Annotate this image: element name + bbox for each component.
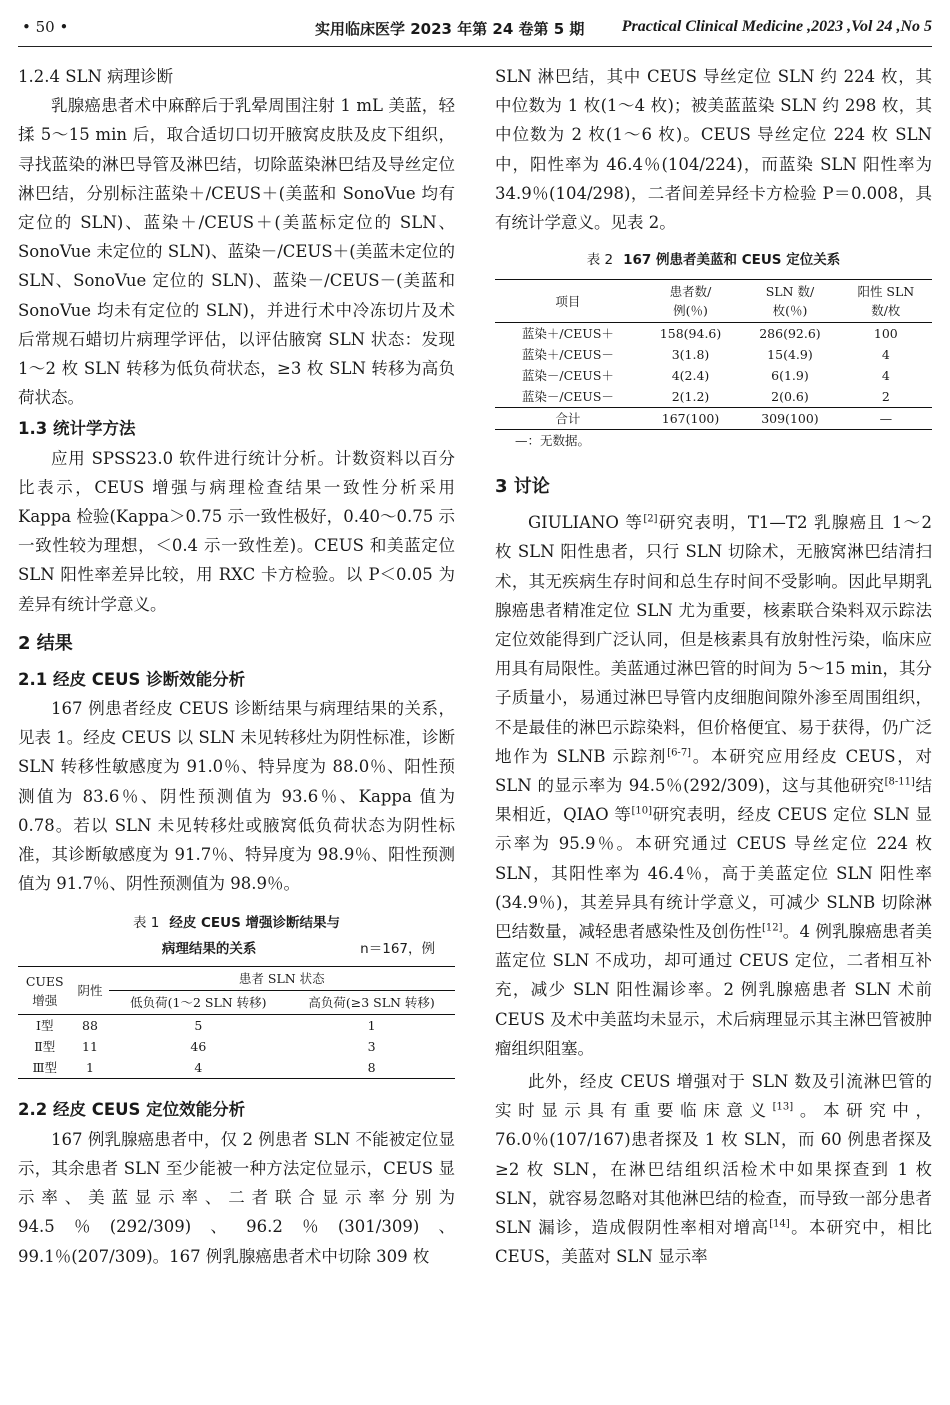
table-row: Ⅱ型 11 46 3 (34, 1039, 376, 1055)
table-row: 蓝染－/CEUS＋ 4(2.4) 6(1.9) 4 (521, 368, 890, 384)
journal-title-cn: 实用临床医学 2023 年第 24 卷第 5 期 (315, 20, 585, 38)
section-1-3-heading: 1.3 统计学方法 (18, 419, 136, 439)
table-2-caption: 表 2 167 例患者美蓝和 CEUS 定位关系 (586, 252, 841, 269)
table-row: Ⅰ型 88 5 1 (36, 1018, 376, 1034)
table-1-grid (18, 966, 455, 1079)
section-2-2-paragraph: 167 例乳腺癌患者中，仅 2 例患者 SLN 不能被定位显示，其余患者 SLN 至少能被一种方法定位显示，CEUS 显示率、美蓝显示率、二者联合显示率分别为 94.5％(292/309)、96.2％(301/309)、99.1％(207/309)。167 例乳腺癌患者术中切除 309 枚 (18, 1129, 455, 1266)
table-2-grid (495, 279, 932, 430)
table-1 (18, 910, 455, 1079)
table-2-note: —：无数据。 (515, 433, 591, 449)
table-1-caption-line2: 病理结果的关系 n＝167，例 (18, 936, 455, 962)
section-1-2-4-paragraph: 乳腺癌患者术中麻醉后于乳晕周围注射 1 mL 美蓝，轻揉 5～15 min 后，取合适切口切开腋窝皮肤及皮下组织，寻找蓝染的淋巴导管及淋巴结，切除蓝染淋巴结及导丝定位淋巴结，分别标注蓝染＋/CEUS＋(美蓝和 SonoVue 均有定位的 SLN)、蓝染＋/CEUS＋(美蓝标定位的 SLN、SonoVue 未定位的 SLN)、蓝染－/CEUS＋(美蓝未定位的 SLN、SonoVue 定位的 SLN)、蓝染－/CEUS－(美蓝和 SonoVue 均未有定位的 SLN)，并进行术中冷冻切片及术后常规石蜡切片病理学评估，以评估腋窝 SLN 状态：发现 1～2 枚 SLN 转移为低负荷状态，≥3 枚 SLN 转移为高负荷状态。 (18, 96, 455, 408)
citation-6-7: [6-7] (667, 747, 692, 759)
table-1-header-high: 高负荷(≥3 SLN 转移) (288, 991, 455, 1015)
table-1-caption-line1: 表 1 经皮 CEUS 增强诊断结果与 (132, 915, 341, 932)
section-2-2-heading: 2.2 经皮 CEUS 定位效能分析 (18, 1100, 246, 1120)
table-row: 蓝染－/CEUS－ 2(1.2) 2(0.6) 2 (521, 389, 890, 405)
right-column (495, 62, 932, 1272)
citation-8-11: [8-11] (884, 776, 915, 788)
section-2-heading: 2 结果 (18, 632, 73, 654)
table-2 (495, 247, 932, 452)
section-2-2-continued-paragraph: SLN 淋巴结，其中 CEUS 导丝定位 SLN 约 224 枚，其中位数为 1 枚(1～4 枚)；被美蓝蓝染 SLN 约 298 枚，其中位数为 2 枚(1～6 枚)。CEUS 导丝定位 224 枚 SLN 中，阳性率为 46.4％(104/224)，而蓝染 SLN 阳性率为 34.9％(104/298)，二者间差异经卡方检验 P＝0.008，具有统计学意义。见表 2。 (495, 67, 932, 233)
table-2-header-patients: 患者数/ 例(％) (641, 280, 740, 323)
journal-title-en: Practical Clinical Medicine ,2023 ,Vol 24 ,No 5 (621, 18, 932, 35)
table-2-header-positive: 阳性 SLN 数/枚 (840, 280, 932, 323)
section-3-paragraph-1: GIULIANO 等[2]研究表明，T1—T2 乳腺癌且 1～2 枚 SLN 阳性患者，只行 SLN 切除术，无腋窝淋巴结清扫术，其无疾病生存时间和总生存时间不受影响。因此早期乳腺癌患者精准定位 SLN 尤为重要，核素联合染料双示踪法定位效能得到广泛认同，但是核素具有放射性污染，临床应用具有局限性。美蓝通过淋巴管的时间为 5～15 min，其分子质量小，易通过淋巴导管内皮细胞间隙外渗至周围组织，不是最佳的淋巴示踪染料，但价格便宜、易于获得，仍广泛地作为 SLNB 示踪剂[6-7]。本研究应用经皮 CEUS，对 SLN 的显示率为 94.5％(292/309)，这与其他研究[8-11]结果相近，QIAO 等[10]研究表明，经皮 CEUS 定位 SLN 显示率为 95.9％。本研究通过 CEUS 导丝定位 224 枚 SLN，其阳性率为 46.4％，高于美蓝定位 SLN 阳性率(34.9％)，其差异具有统计学意义，可减少 SLNB 切除淋巴结数量，减轻患者感染性及创伤性[12]。4 例乳腺癌患者美蓝定位 SLN 不成功，却可通过 CEUS 定位，二者相互补充，减少 SLN 阳性漏诊率。2 例乳腺癌患者 SLN 术前 CEUS 及术中美蓝均未显示，术后病理显示其主淋巴管被肿瘤组织阻塞。 (495, 513, 933, 1058)
section-2-1-heading: 2.1 经皮 CEUS 诊断效能分析 (18, 669, 246, 689)
table-2-header-sln: SLN 数/ 枚(％) (740, 280, 839, 323)
section-3-heading: 3 讨论 (495, 476, 550, 498)
table-1-header-low: 低负荷(1～2 SLN 转移) (109, 991, 289, 1015)
section-1-3-paragraph: 应用 SPSS23.0 软件进行统计分析。计数资料以百分比表示，CEUS 增强与病理检查结果一致性分析采用 Kappa 检验(Kappa＞0.75 示一致性极好，0.40～0.75 示一致性较为理想，＜0.4 示一致性差)。CEUS 和美蓝定位 SLN 阳性率差异比较，用 RXC 卡方检验。以 P＜0.05 为差异有统计学意义。 (18, 448, 455, 614)
page-number: • 50 • (22, 18, 69, 36)
table-2-header-item: 项目 (495, 280, 641, 323)
citation-12: [12] (762, 922, 783, 934)
left-column (18, 62, 455, 1271)
running-header (18, 12, 932, 47)
table-1-header-group: 患者 SLN 状态 (109, 967, 455, 991)
table-row: 蓝染＋/CEUS－ 3(1.8) 15(4.9) 4 (521, 347, 890, 363)
section-3-paragraph-2: 此外，经皮 CEUS 增强对于 SLN 数及引流淋巴管的实时显示具有重要临床意义[13]。本研究中，76.0％(107/167)患者探及 1 枚 SLN，而 60 例患者探及≥2 枚 SLN，在淋巴结组织活检术中如果探查到 1 枚 SLN，就容易忽略对其他淋巴结的检查，而导致一部分患者 SLN 漏诊，造成假阴性率相对增高[14]。本研究中，相比 CEUS，美蓝对 SLN 显示率 (495, 1072, 933, 1267)
citation-2: [2] (643, 513, 658, 525)
table-sum-row: 合计 167(100) 309(100) — (495, 408, 932, 430)
citation-14: [14] (769, 1218, 790, 1230)
table-1-header-negative: 阴性 (71, 967, 108, 1015)
table-1-n-note: n＝167，例 (360, 941, 435, 958)
table-1-header-cues: CUES 增强 (18, 967, 71, 1015)
citation-10: [10] (631, 805, 652, 817)
table-row: 蓝染＋/CEUS＋ 158(94.6) 286(92.6) 100 (521, 326, 898, 342)
citation-13: [13] (772, 1101, 794, 1113)
section-2-1-paragraph: 167 例患者经皮 CEUS 诊断结果与病理结果的关系，见表 1。经皮 CEUS 以 SLN 未见转移灶为阴性标准，诊断 SLN 转移性敏感度为 91.0％、特异度为 88.0％、阳性预测值为 83.6％、阴性预测值为 93.6％、Kappa 值为 0.78。若以 SLN 未见转移灶或腋窝低负荷状态为阴性标准，其诊断敏感度为 91.7％、特异度为 98.9％、阳性预测值为 91.7％、阴性预测值为 98.9％。 (18, 699, 455, 894)
table-row: Ⅲ型 1 4 8 (32, 1060, 376, 1076)
section-1-2-4-heading: 1.2.4 SLN 病理诊断 (18, 67, 174, 86)
